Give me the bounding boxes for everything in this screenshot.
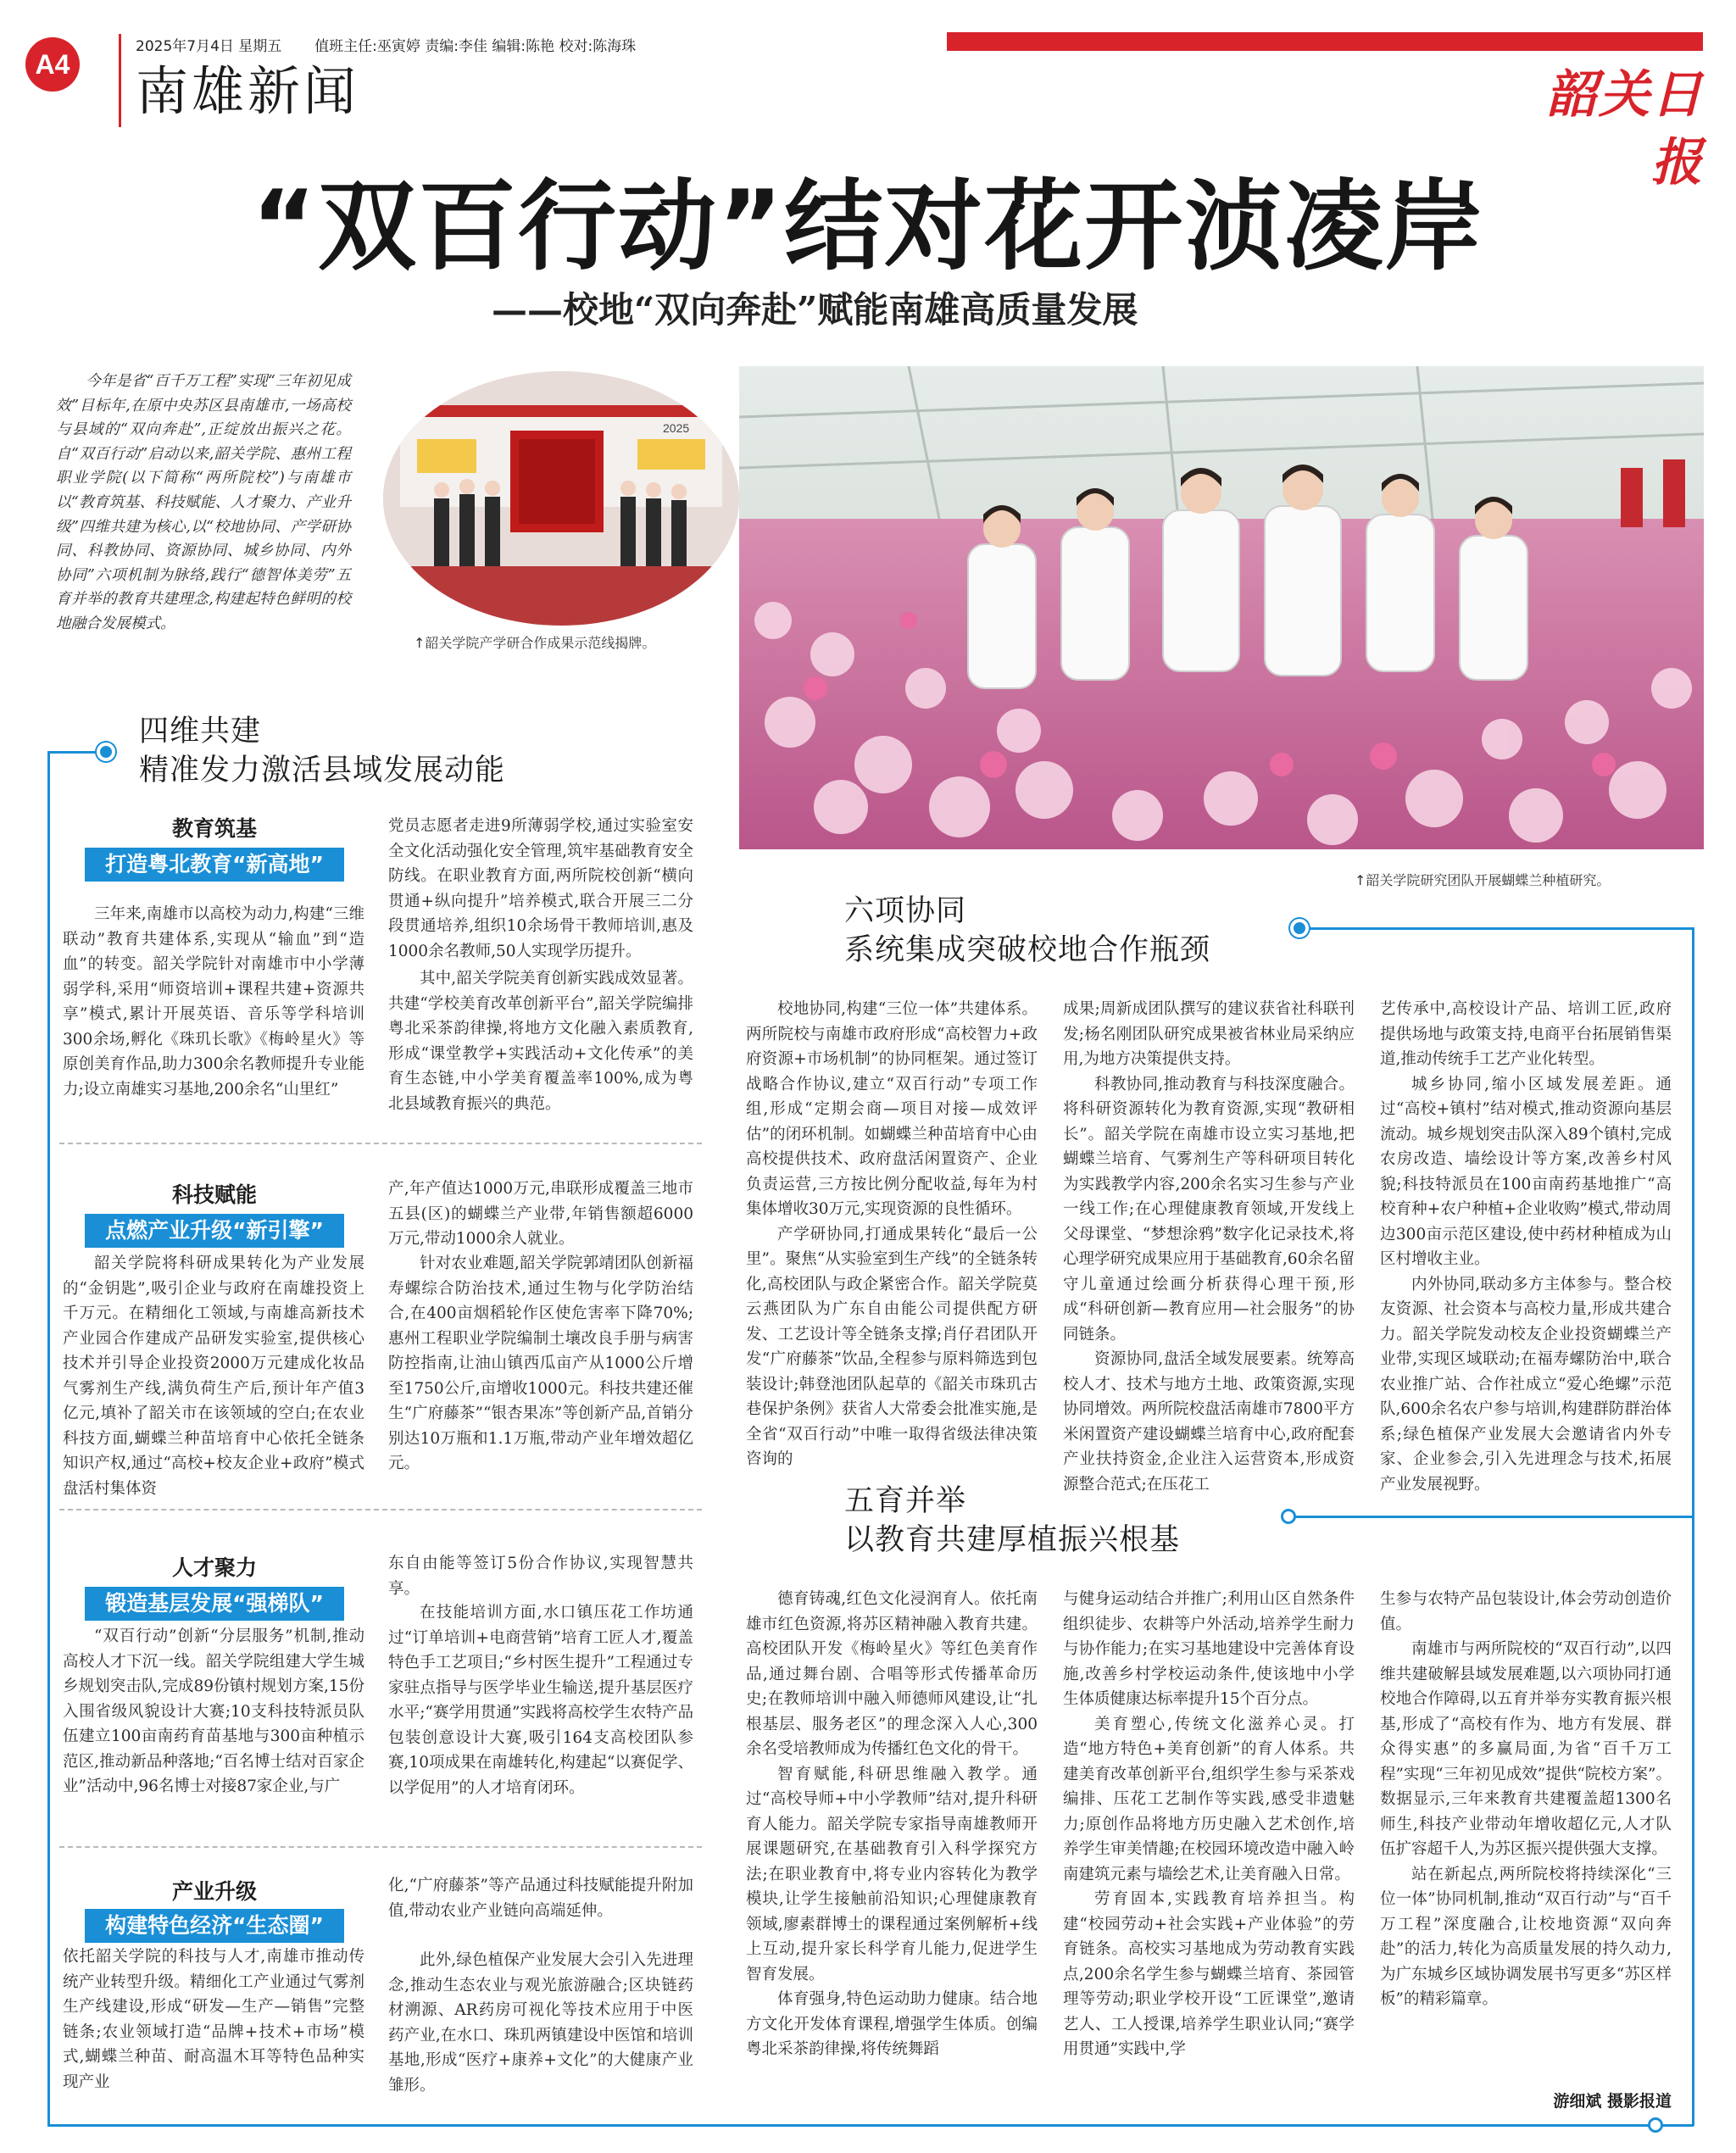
block-industry-tag: 构建特色经济“生态圈”	[85, 1909, 344, 1943]
section3-col3-para: 站在新起点,两所院校将持续深化“三位一体”协同机制,推动“双百行动”与“百千万工程”深度融合,让校地资源“双向奔赴”的活力,转化为高质量发展的持久动力,为广东城乡区域协调发展书写更多“苏区样板”的精彩篇章。	[1380, 1865, 1672, 2008]
orchid-photo-caption: ↑韶关学院研究团队开展蝴蝶兰种植研究。	[1355, 872, 1611, 888]
section3-col3	[1380, 1587, 1672, 2012]
staff-credits: 值班主任:巫寅婷 责编:李佳 编辑:陈艳 校对:陈海珠	[314, 38, 637, 55]
header-red-bar	[947, 32, 1703, 51]
block-talent-col2b: 在技能培训方面,水口镇压花工作坊通过“订单培训+电商营销”培育工匠人才,覆盖特色手工艺项目;“乡村医生提升”工程通过专家驻点指导与医学毕业生输送,提升基层医疗水平;“赛学用贯通”实践将高校学生农特产品包装创意设计大赛,吸引164支高校团队参赛,10项成果在南雄转化,构建起“以赛促学、以学促用”的人才培育闭环。	[388, 1604, 693, 1797]
section2-col2-para: 成果;周新成团队撰写的建议获省社科联刊发;杨名刚团队研究成果被省林业局采纳应用,为地方决策提供支持。	[1063, 1000, 1355, 1068]
block-education-tag: 打造粤北教育“新高地”	[85, 848, 344, 882]
block-talent-col2: 东自由能等签订5份合作协议,实现智慧共享。	[388, 1555, 693, 1598]
section3-marker-ring	[1281, 1509, 1296, 1524]
section2-col2	[1063, 997, 1355, 1497]
unveiling-photo	[383, 371, 739, 626]
byline: 游细斌 摄影报道	[1553, 2092, 1672, 2111]
header-divider-vertical	[119, 34, 121, 127]
block-talent-col1: “双百行动”创新“分层服务”机制,推动高校人才下沉一线。韶关学院组建大学生城乡规划突击队,完成89份镇村规划方案,15份入围省级风貌设计大赛;10支科技特派员队伍建立100亩南药育苗基地与300亩种植示范区,推动新品种落地;“百名博士结对百家企业”活动中,96名博士对接87家企业,与广	[63, 1627, 364, 1795]
section2-col3-para: 艺传承中,高校设计产品、培训工匠,政府提供场地与政策支持,电商平台拓展销售渠道,推动传统手工艺产业化转型。	[1380, 1000, 1672, 1068]
section3-title-line1: 五育并举	[844, 1484, 967, 1518]
section2-connector	[1299, 927, 1694, 930]
section2-title-line1: 六项协同	[844, 894, 967, 928]
section2-marker-dot	[1290, 919, 1309, 937]
bottom-frame-line	[47, 2124, 1694, 2127]
divider-3	[59, 1846, 702, 1848]
masthead-logo: 韶关日报	[1546, 65, 1704, 192]
headline-title: “双百行动”结对花开浈凌岸	[251, 170, 1485, 284]
section2-col1-para: 校地协同,构建“三位一体”共建体系。两所院校与南雄市政府形成“高校智力+政府资源+市场机制”的协同框架。通过签订战略合作协议,建立“双百行动”专项工作组,形成“定期会商—项目对接—成效评估”的闭环机制。如蝴蝶兰种苗培育中心由高校提供技术、政府盘活闲置资产、企业负责运营,三方按比例分配收益,每年为村集体增收30万元,实现资源的良性循环。	[746, 1000, 1038, 1218]
block-education-col1: 三年来,南雄市以高校为动力,构建“三维联动”教育共建体系,实现从“输血”到“造血”的转变。韶关学院针对南雄市中小学薄弱学科,采用“师资培训+课程共建+资源共享”模式,累计开展英语、音乐等学科培训300余场,孵化《珠玑长歌》《梅岭星火》等原创美育作品,助力300余名教师提升专业能力;设立南雄实习基地,200余名“山里红”	[63, 905, 364, 1099]
block-tech-col2: 产,年产值达1000万元,串联形成覆盖三地市五县(区)的蝴蝶兰产业带,年销售额超6000万元,带动1000余人就业。	[388, 1180, 693, 1248]
headline-subtitle: ——校地“双向奔赴”赋能南雄高质量发展	[492, 289, 1138, 331]
section3-col3-para: 生参与农特产品包装设计,体会劳动创造价值。	[1380, 1590, 1672, 1633]
orchid-greenhouse-scene-icon	[739, 366, 1704, 849]
block-industry-col2b: 此外,绿色植保产业发展大会引入先进理念,推动生态农业与观光旅游融合;区块链药材溯源、AR药房可视化等技术应用于中医药产业,在水口、珠玑两镇建设中医馆和培训基地,形成“医疗+康养+文化”的大健康产业雏形。	[388, 1951, 693, 2095]
section3-col3-para: 南雄市与两所院校的“双百行动”,以四维共建破解县域发展难题,以六项协同打通校地合作障碍,以五育并举夯实教育振兴根基,形成了“高校有作为、地方有发展、群众得实惠”的多赢局面,为省“百千万工程”实现“三年初见成效”提供“院校方案”。数据显示,三年来教育共建覆盖超1300名师生,科技产业带动年增收超亿元,人才队伍扩容超千人,为苏区振兴提供强大支撑。	[1380, 1640, 1672, 1858]
block-tech-tag: 点燃产业升级“新引擎”	[85, 1214, 344, 1248]
section3-title-line2: 以教育共建厚植振兴根基	[844, 1523, 1181, 1557]
block-education-col2b: 其中,韶关学院美育创新实践成效显著。共建“学校美育改革创新平台”,韶关学院编排粤北采茶韵律操,将地方文化融入素质教育,形成“课堂教学+实践活动+文化传承”的美育生态链,中小学美育覆盖率100%,成为粤北县域教育振兴的典范。	[388, 970, 693, 1113]
block-industry-head: 产业升级	[171, 1879, 257, 1904]
orchid-research-photo	[739, 366, 1704, 849]
block-education-col2: 党员志愿者走进9所薄弱学校,通过实验室安全文化活动强化安全管理,筑牢基础教育安全防线。在职业教育方面,两所院校创新“横向贯通+纵向提升”培养模式,联合开展三二分段贯通培养,组织10余场骨干教师培训,惠及1000余名教师,50人实现学历提升。	[388, 817, 693, 960]
block-industry-col2: 化,“广府藤茶”等产品通过科技赋能提升附加值,带动农业产业链向高端延伸。	[388, 1877, 693, 1920]
block-talent-head: 人才聚力	[171, 1555, 257, 1580]
section3-col2-para: 与健身运动结合并推广;利用山区自然条件组织徒步、农耕等户外活动,培养学生耐力与协作能力;在实习基地建设中完善体育设施,改善乡村学校运动条件,使该地中小学生体质健康达标率提升15个百分点。	[1063, 1590, 1355, 1708]
section2-col2-para: 资源协同,盘活全域发展要素。统筹高校人才、技术与地方土地、政策资源,实现协同增效。两所院校盘活南雄市7800平方米闲置资产建设蝴蝶兰培育中心,政府配套产业扶持资金,企业注入运营资本,形成资源整合范式;在压花工	[1063, 1350, 1355, 1494]
block-industry-col1: 依托韶关学院的科技与人才,南雄市推动传统产业转型升级。精细化工产业通过气雾剂生产线建设,形成“研发—生产—销售”完整链条;农业领域打造“品牌+技术+市场”模式,蝴蝶兰种苗、耐高温木耳等特色品种实现产业	[63, 1948, 364, 2091]
section3-col1	[746, 1587, 1038, 2062]
header-date-line	[136, 34, 636, 55]
page-number-badge	[25, 37, 80, 92]
block-tech-col2b: 针对农业难题,韶关学院郭靖团队创新福寿螺综合防治技术,通过生物与化学防治结合,在400亩烟稻轮作区使危害率下降70%;惠州工程职业学院编制土壤改良手册与病害防控指南,让油山镇西瓜亩产从1000公斤增至1750公斤,亩增收1000元。科技共建还催生“广府藤茶”“银杏果冻”等创新产品,首销分别达10万瓶和1.1万瓶,带动产业年增效超亿元。	[388, 1255, 693, 1472]
section2-col3	[1380, 997, 1672, 1497]
block-tech-col1: 韶关学院将科研成果转化为产业发展的“金钥匙”,吸引企业与政府在南雄投资上千万元。在精细化工领域,与南雄高新技术产业园合作建成产品研发实验室,提供核心技术并引导企业投资2000万元建成化妆品气雾剂生产线,满负荷生产后,预计年产值3亿元,填补了韶关市在该领域的空白;在农业科技方面,蝴蝶兰种苗培育中心依托全链条知识产权,通过“高校+校友企业+政府”模式盘活村集体资	[63, 1255, 364, 1498]
section2-col3-para: 城乡协同,缩小区域发展差距。通过“高校+镇村”结对模式,推动资源向基层流动。城乡规划突击队深入89个镇村,完成农房改造、墙绘设计等方案,改善乡村风貌;科技特派员在100亩南药基地推广“高校育种+农户种植+企业收购”模式,带动周边300亩示范区建设,使中药材种植成为山区村增收主业。	[1380, 1075, 1672, 1268]
section2-col2-para: 科教协同,推动教育与科技深度融合。将科研资源转化为教育资源,实现“教研相长”。韶关学院在南雄市设立实习基地,把蝴蝶兰培育、气雾剂生产等科研项目转化为实践教学内容,200余名实习生参与产业一线工作;在心理健康教育领域,开发线上父母课堂、“梦想涂鸦”数字化记录技术,将心理学研究成果应用于基础教育,60余名留守儿童通过绘画分析获得心理干预,形成“科研创新—教育应用—社会服务”的协同链条。	[1063, 1075, 1355, 1344]
issue-date: 2025年7月4日 星期五	[136, 38, 282, 55]
section2-col1-para: 产学研协同,打通成果转化“最后一公里”。聚焦“从实验室到生产线”的全链条转化,高校团队与政企紧密合作。韶关学院莫云燕团队为广东自由能公司提供配方研发、工艺设计等全链条支撑;肖仔君团队开发“广府藤茶”饮品,全程参与原料筛选到包装设计;韩登池团队起草的《韶关市珠玑古巷保护条例》获省人大常委会批准实施,是全省“双百行动”中唯一取得省级法律决策咨询的	[746, 1225, 1038, 1468]
block-tech-head: 科技赋能	[171, 1182, 257, 1207]
section3-col2-para: 美育塑心,传统文化滋养心灵。打造“地方特色+美育创新”的育人体系。共建美育改革创新平台,组织学生参与采茶戏编排、压花工艺制作等实践,感受非遗魅力;原创作品将地方历史融入艺术创作,培养学生审美情趣;在校园环境改造中融入岭南建筑元素与墙绘艺术,让美育融入日常。	[1063, 1715, 1355, 1883]
section2-col1	[746, 997, 1038, 1472]
section2-col3-para: 内外协同,联动多方主体参与。整合校友资源、社会资本与高校力量,形成共建合力。韶关学院发动校友企业投资蝴蝶兰产业带,实现区域联动;在福寿螺防治中,联合农业推广站、合作社成立“爱心绝螺”示范队,600余名农户参与培训,构建群防群治体系;绿色植保产业发展大会邀请省内外专家、企业参会,引入先进理念与技术,拓展产业发展视野。	[1380, 1275, 1672, 1494]
section3-col1-para: 德育铸魂,红色文化浸润育人。依托南雄市红色资源,将苏区精神融入教育共建。高校团队开发《梅岭星火》等红色美育作品,通过舞台剧、合唱等形式传播革命历史;在教师培训中融入师德师风建设,让“扎根基层、服务老区”的理念深入人心,300余名受培教师成为传播红色文化的骨干。	[746, 1590, 1038, 1758]
section1-title-line2: 精准发力激活县域发展动能	[139, 754, 506, 787]
intro-paragraph: 今年是省“百千万工程”实现“三年初见成效”目标年,在原中央苏区县南雄市,一场高校与县域的“双向奔赴”,正绽放出振兴之花。自“双百行动”启动以来,韶关学院、惠州工程职业学院(以下简称“两所院校”)与南雄市以“教育筑基、科技赋能、人才聚力、产业升级”四维共建为核心,以“校地协同、产学研协同、科教协同、资源协同、城乡协同、内外协同”六项机制为脉络,践行“德智体美劳”五育并举的教育共建理念,构建起特色鲜明的校地融合发展模式。	[56, 373, 351, 632]
section-name: 南雄新闻	[136, 60, 360, 122]
block-talent-tag: 锻造基层发展“强梯队”	[85, 1587, 344, 1621]
unveiling-board-year: 2025	[663, 421, 690, 435]
left-frame-line	[47, 751, 50, 2126]
block-education-head: 教育筑基	[171, 816, 257, 841]
right-frame-line	[1692, 927, 1694, 2126]
section3-col2	[1063, 1587, 1355, 2062]
section1-title-line1: 四维共建	[139, 715, 262, 748]
divider-2	[59, 1509, 702, 1510]
section3-col1-para: 智育赋能,科研思维融入教学。通过“高校导师+中小学教师”结对,提升科研育人能力。韶关学院专家指导南雄教师开展课题研究,在基础教育引入科学探究方法;在职业教育中,将专业内容转化为教学模块,让学生接触前沿知识;心理健康教育领域,廖素群博士的课程通过案例解析+线上互动,提升家长科学育儿能力,促进学生智育发展。	[746, 1765, 1038, 1983]
section3-col1-para: 体育强身,特色运动助力健康。结合地方文化开发体育课程,增强学生体质。创编粤北采茶韵律操,将传统舞蹈	[746, 1990, 1038, 2058]
section2-title-line2: 系统集成突破校地合作瓶颈	[844, 933, 1211, 967]
bottom-marker-ring	[1648, 2117, 1663, 2133]
section3-connector	[1290, 1516, 1694, 1518]
unveiling-scene-icon	[383, 371, 739, 626]
divider-1	[59, 1143, 702, 1144]
unveiling-photo-caption: ↑韶关学院产学研合作成果示范线揭牌。	[414, 635, 656, 651]
page-number: A4	[35, 49, 70, 80]
section1-marker-dot	[97, 743, 115, 761]
section3-col2-para: 劳育固本,实践教育培养担当。构建“校园劳动+社会实践+产业体验”的劳育链条。高校实习基地成为劳动教育实践点,200余名学生参与蝴蝶兰培育、茶园管理等劳动;职业学校开设“工匠课堂”,邀请艺人、工人授课,培养学生职业认同;“赛学用贯通”实践中,学	[1063, 1890, 1355, 2058]
